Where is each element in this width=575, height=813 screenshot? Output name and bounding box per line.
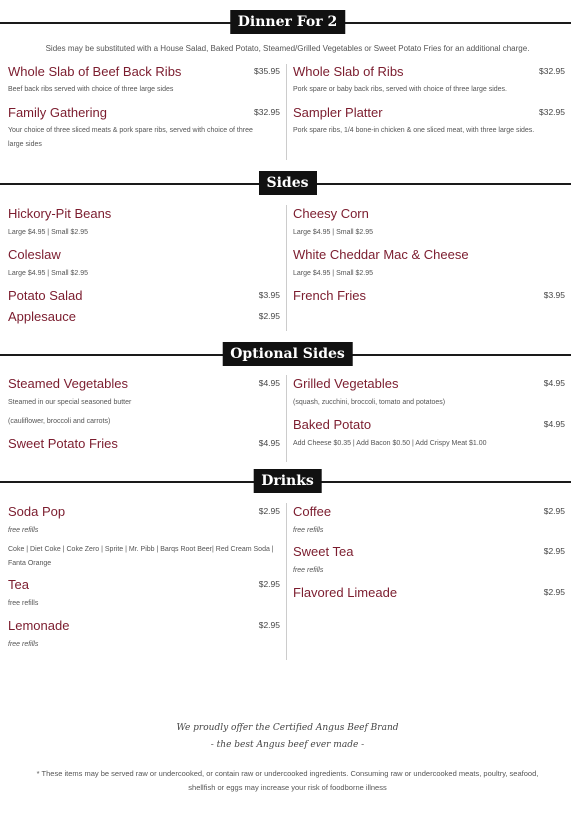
item-description: Pork spare or baby back ribs, served with choice of three large sides. [293, 86, 507, 93]
item-description: Beef back ribs served with choice of three large sides [8, 86, 174, 93]
item-name: Coleslaw [8, 247, 61, 262]
item-description: free refills [293, 527, 324, 534]
item-description: Large $4.95 | Small $2.95 [8, 270, 89, 277]
item-name: Sampler Platter [293, 105, 383, 120]
item-description: Your choice of three sliced meats & pork spare ribs, served with choice of three [8, 127, 253, 134]
item-name: French Fries [293, 288, 366, 303]
column-divider [286, 503, 287, 660]
item-price: $4.95 [258, 438, 280, 448]
item-description: Add Cheese $0.35 | Add Bacon $0.50 | Add Crispy Meat $1.00 [293, 440, 487, 447]
item-description-line2: (cauliflower, broccoli and carrots) [8, 418, 111, 425]
section-header-optional-sides [0, 342, 575, 368]
item-description: free refills [8, 600, 39, 607]
item-name: Sweet Potato Fries [8, 436, 118, 451]
dinner-left-column [8, 64, 280, 160]
item-description: free refills [8, 641, 39, 648]
item-description-line2: Coke | Diet Coke | Coke Zero | Sprite | Mr. Pibb | Barqs Root Beer| Red Cream Soda | [8, 546, 274, 553]
drinks-right-column [293, 504, 565, 660]
section-title: Dinner For 2 [230, 10, 345, 34]
item-price: $32.95 [254, 107, 280, 117]
section-title: Optional Sides [222, 342, 353, 366]
item-price: $2.95 [258, 579, 280, 589]
item-name: White Cheddar Mac & Cheese [293, 247, 469, 262]
item-name: Potato Salad [8, 288, 83, 303]
item-name: Tea [8, 577, 29, 592]
item-description: (squash, zucchini, broccoli, tomato and potatoes) [293, 399, 446, 406]
item-price: $2.95 [258, 620, 280, 630]
consumer-advisory-line1: * These items may be served raw or undercooked, or contain raw or undercooked ingredients. Consuming raw or undercooked meats, poultry, seafood, [36, 769, 539, 778]
item-price: $2.95 [543, 587, 565, 597]
drinks-left-column [8, 504, 280, 660]
section-title: Sides [258, 171, 316, 195]
column-divider [286, 375, 287, 462]
item-price: $32.95 [539, 66, 565, 76]
optional-right-column [293, 376, 565, 462]
item-description: Large $4.95 | Small $2.95 [8, 229, 89, 236]
item-description: Large $4.95 | Small $2.95 [293, 229, 374, 236]
column-divider [286, 64, 287, 160]
item-price: $4.95 [543, 419, 565, 429]
item-name: Family Gathering [8, 105, 107, 120]
item-name: Sweet Tea [293, 544, 354, 559]
sides-right-column [293, 206, 565, 331]
item-price: $4.95 [543, 378, 565, 388]
section-header-sides [0, 171, 575, 197]
consumer-advisory-line2: shellfish or eggs may increase your risk of foodborne illness [188, 783, 387, 792]
item-name: Lemonade [8, 618, 70, 633]
item-description-line3: Fanta Orange [8, 560, 52, 567]
column-divider [286, 205, 287, 331]
item-name: Hickory-Pit Beans [8, 206, 112, 221]
certified-angus-subtagline: - the best Angus beef ever made - [210, 740, 365, 750]
certified-angus-tagline: We proudly offer the Certified Angus Beef Brand [176, 723, 399, 733]
item-price: $3.95 [258, 290, 280, 300]
item-description: Large $4.95 | Small $2.95 [293, 270, 374, 277]
sides-left-column [8, 206, 280, 331]
item-price: $2.95 [258, 506, 280, 516]
section-header-drinks [0, 469, 575, 495]
item-name: Coffee [293, 504, 332, 519]
item-name: Soda Pop [8, 504, 66, 519]
item-description: Pork spare ribs, 1/4 bone-in chicken & one sliced meat, with three large sides. [293, 127, 535, 134]
item-name: Whole Slab of Beef Back Ribs [8, 64, 182, 79]
item-name: Whole Slab of Ribs [293, 64, 404, 79]
item-name: Grilled Vegetables [293, 376, 399, 391]
item-price: $4.95 [258, 378, 280, 388]
item-name: Cheesy Corn [293, 206, 369, 221]
section-header-dinner [0, 10, 575, 36]
dinner-right-column [293, 64, 565, 160]
item-name: Applesauce [8, 309, 76, 324]
item-name: Steamed Vegetables [8, 376, 128, 391]
item-price: $2.95 [543, 546, 565, 556]
item-description: Steamed in our special seasoned butter [8, 399, 132, 406]
item-description: free refills [8, 527, 39, 534]
item-name: Flavored Limeade [293, 585, 398, 600]
optional-left-column [8, 376, 280, 462]
item-price: $2.95 [258, 311, 280, 321]
item-price: $2.95 [543, 506, 565, 516]
item-name: Baked Potato [293, 417, 372, 432]
item-price: $32.95 [539, 107, 565, 117]
item-description-line2: large sides [8, 141, 42, 148]
section-title: Drinks [253, 469, 322, 493]
item-price: $35.95 [254, 66, 280, 76]
item-price: $3.95 [543, 290, 565, 300]
item-description: free refills [293, 567, 324, 574]
substitution-note: Sides may be substituted with a House Salad, Baked Potato, Steamed/Grilled Vegetables or Sweet Potato Fries for an additional charge. [45, 44, 530, 53]
